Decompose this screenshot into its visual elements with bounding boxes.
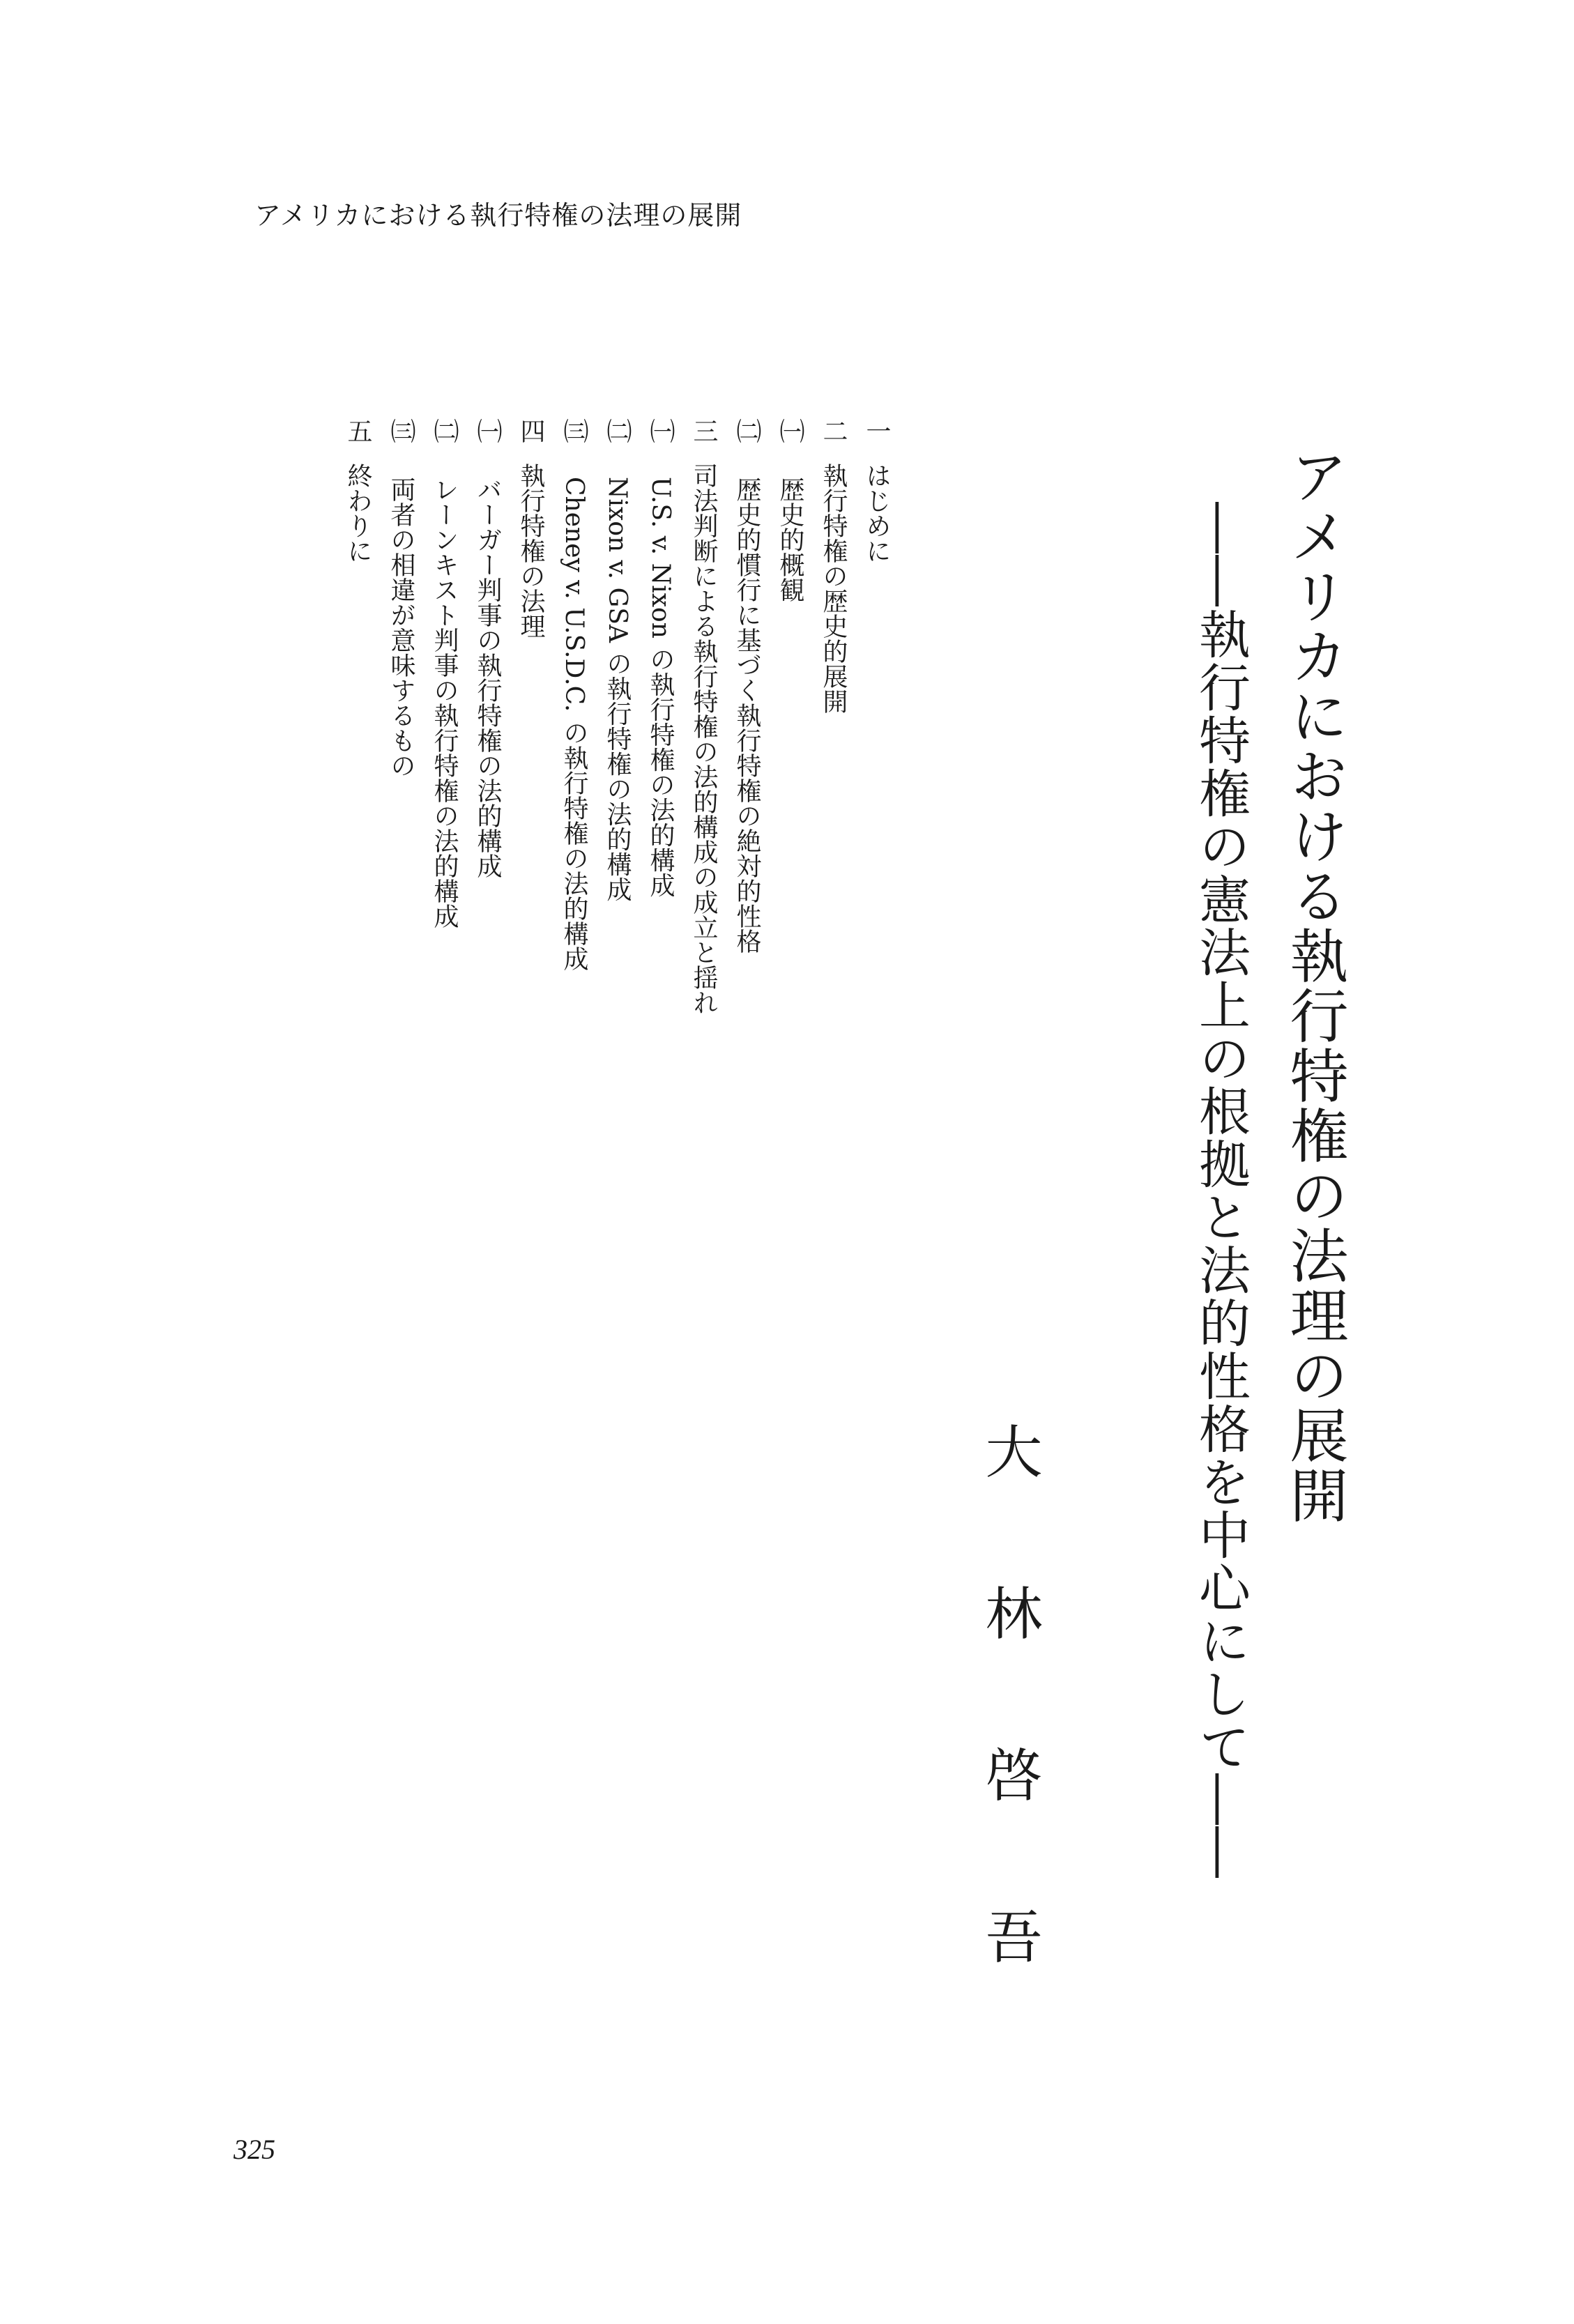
- toc-text: はじめに: [862, 463, 891, 563]
- running-header: アメリカにおける執行特権の法理の展開: [254, 200, 742, 231]
- toc-text: Nixon v. GSA の執行特権の法的構成: [603, 477, 632, 902]
- toc-number: 四: [517, 418, 545, 443]
- toc-item: [422, 418, 466, 1015]
- toc-text: 執行特権の法理: [517, 463, 545, 639]
- toc-item: [855, 418, 898, 1015]
- toc-item: [509, 418, 552, 1015]
- toc-item: [379, 418, 422, 1015]
- toc-item: [725, 418, 768, 1015]
- toc-number: ㈠: [776, 418, 804, 443]
- article-subtitle: ――執行特権の憲法上の根拠と法的性格を中心にして――: [1191, 502, 1251, 1879]
- table-of-contents: [336, 418, 898, 1015]
- toc-number: ㈠: [646, 418, 675, 443]
- toc-item: [682, 418, 725, 1015]
- toc-item: [811, 418, 855, 1015]
- toc-text: 歴史的慣行に基づく執行特権の絶対的性格: [733, 477, 761, 954]
- toc-text: Cheney v. U.S.D.C. の執行特権の法的構成: [560, 477, 588, 971]
- toc-text: 両者の相違が意味するもの: [387, 477, 415, 778]
- toc-item: [466, 418, 509, 1015]
- toc-number: ㈡: [603, 418, 632, 443]
- toc-text: レーンキスト判事の執行特権の法的構成: [430, 477, 459, 928]
- toc-text: U.S. v. Nixon の執行特権の法的構成: [646, 477, 675, 898]
- toc-text: 司法判断による執行特権の法的構成の成立と揺れ: [689, 463, 718, 1015]
- toc-item: [595, 418, 639, 1015]
- toc-text: バーガー判事の執行特権の法的構成: [473, 477, 502, 878]
- toc-number: 三: [689, 418, 718, 443]
- toc-number: ㈢: [560, 418, 588, 443]
- toc-text: 終わりに: [344, 463, 372, 563]
- toc-number: ㈠: [473, 418, 502, 443]
- toc-number: 二: [819, 418, 848, 443]
- article-title: アメリカにおける執行特権の法理の展開: [1281, 446, 1349, 1525]
- toc-item: [552, 418, 595, 1015]
- toc-number: ㈡: [733, 418, 761, 443]
- toc-item: [639, 418, 682, 1015]
- author-name: 大林啓吾: [976, 1422, 1042, 2069]
- toc-number: ㈢: [387, 418, 415, 443]
- toc-number: 一: [862, 418, 891, 443]
- page-number: 325: [234, 2134, 275, 2165]
- toc-text: 歴史的概観: [776, 477, 804, 602]
- toc-text: 執行特権の歴史的展開: [819, 463, 848, 714]
- toc-item: [336, 418, 379, 1015]
- toc-item: [768, 418, 811, 1015]
- toc-number: 五: [344, 418, 372, 443]
- toc-number: ㈡: [430, 418, 459, 443]
